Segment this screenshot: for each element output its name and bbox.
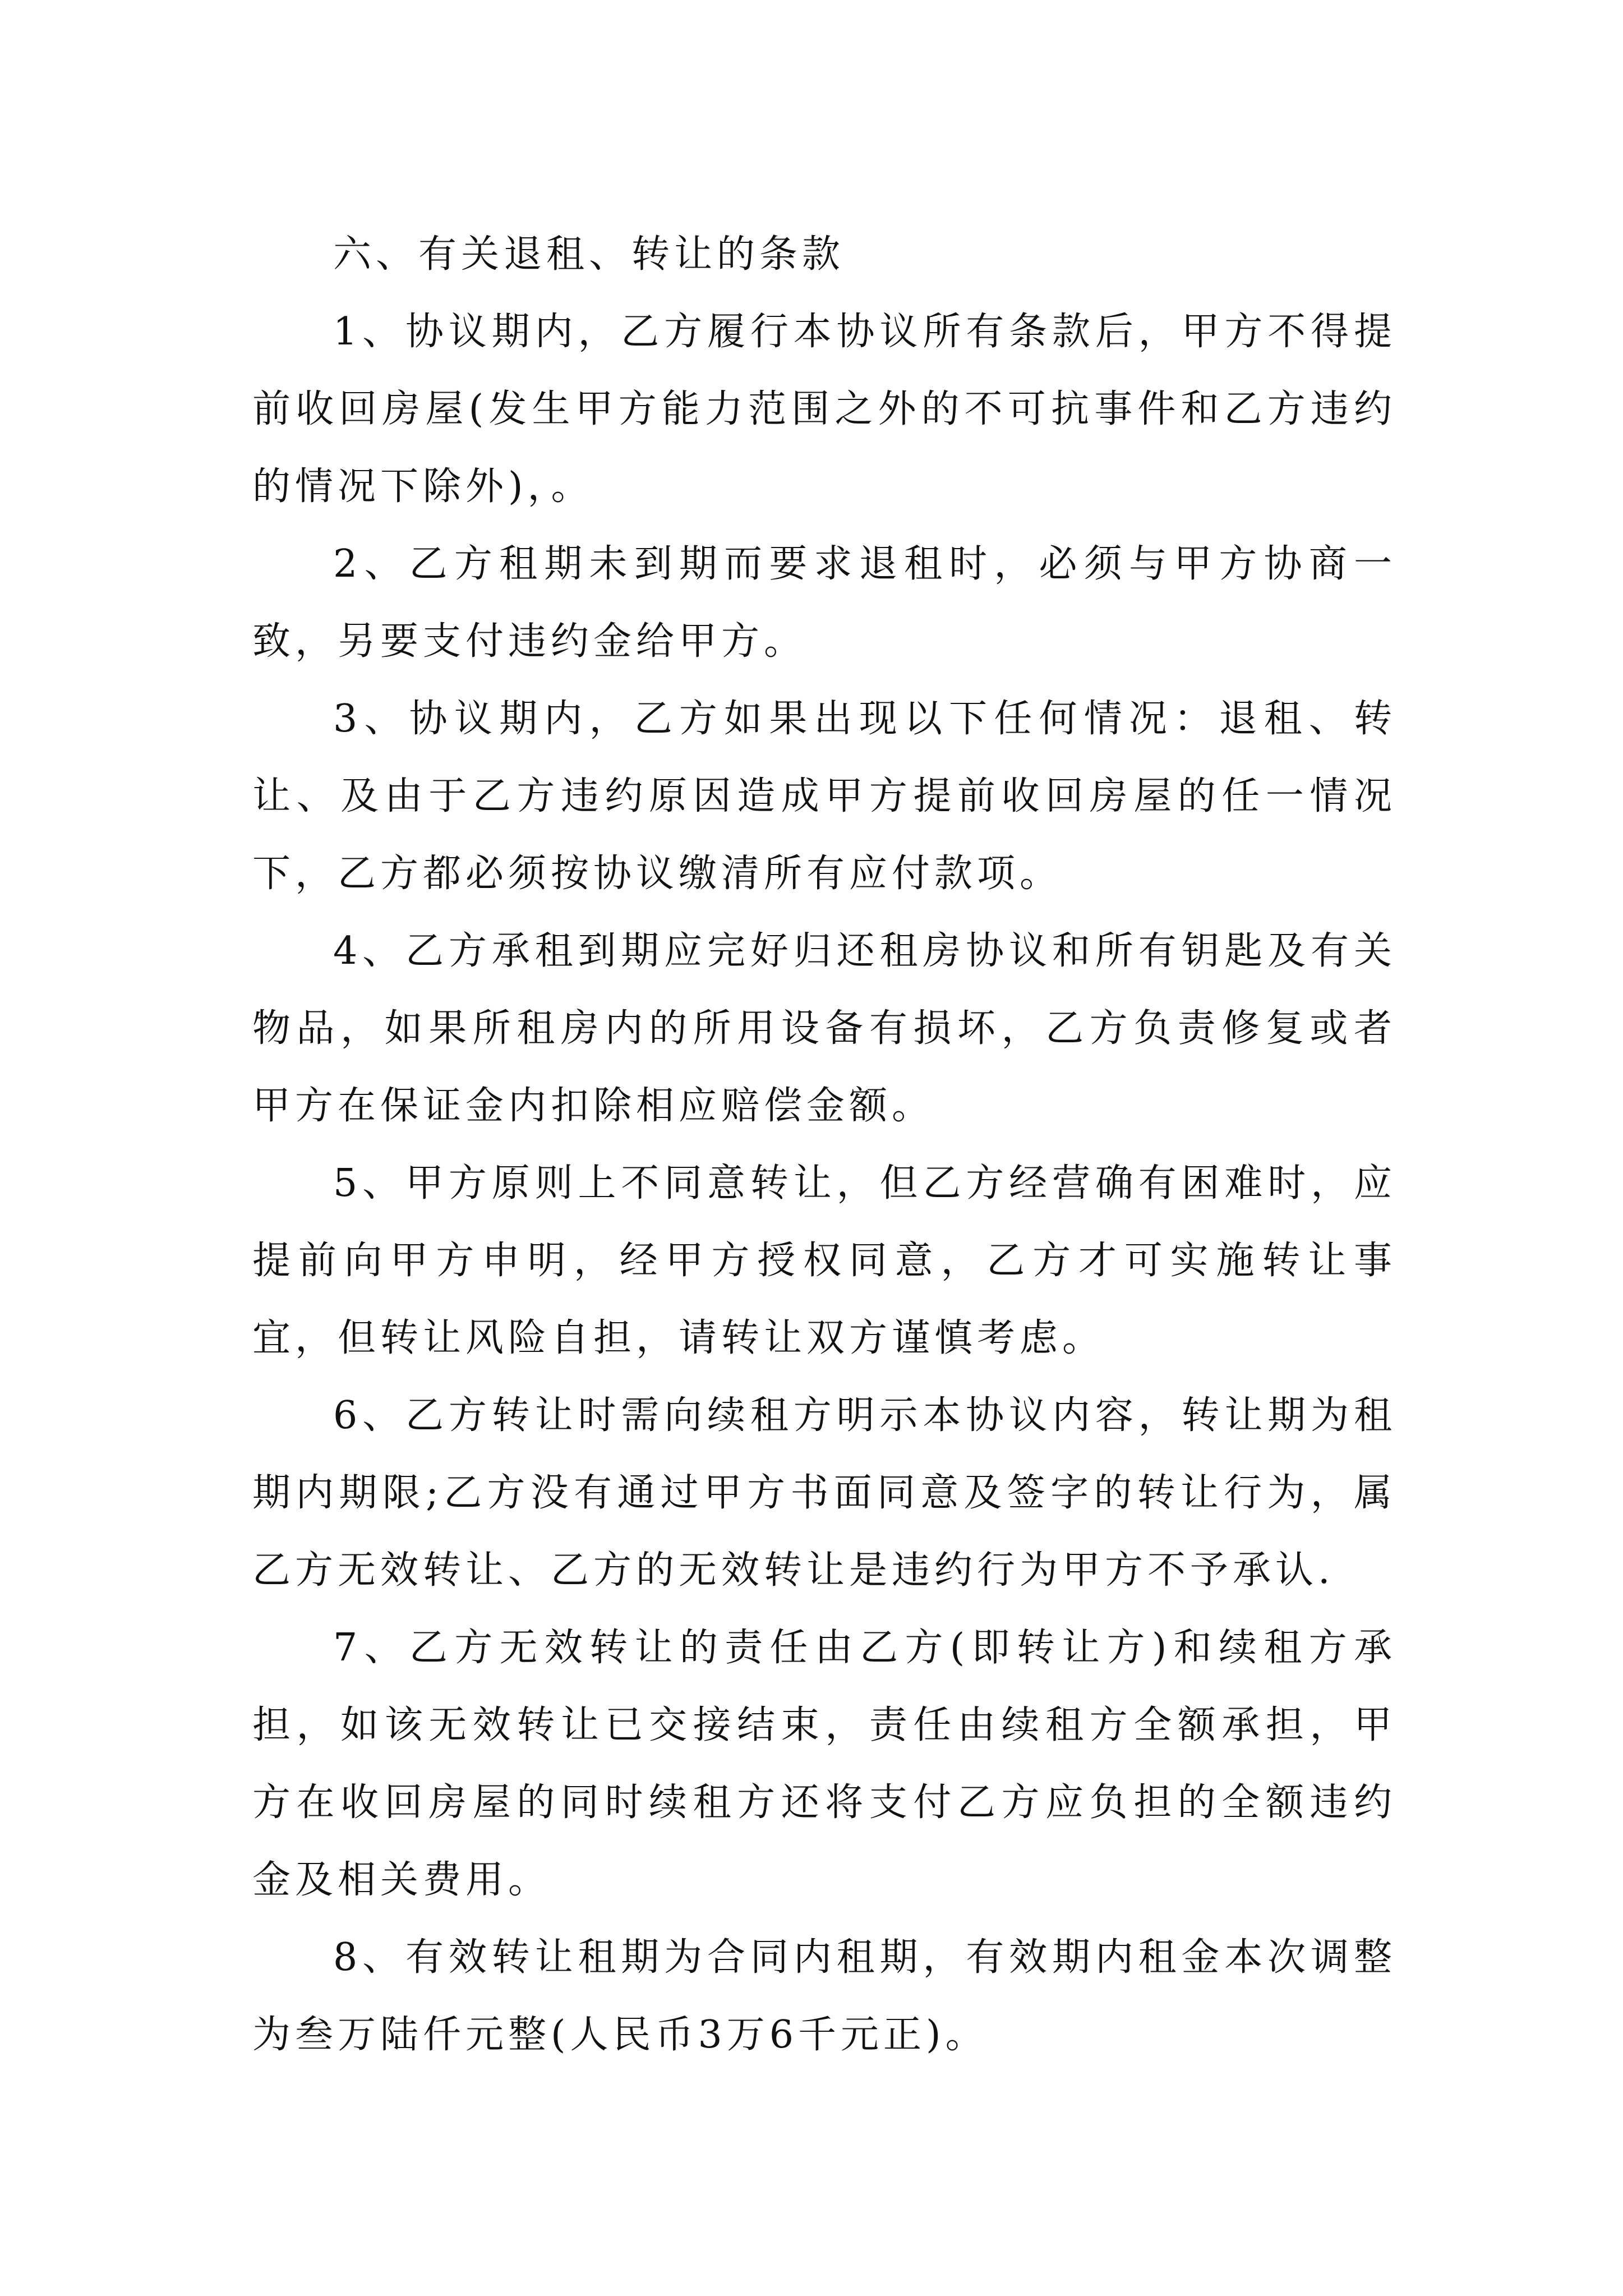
section-heading: 六、有关退租、转让的条款: [333, 232, 845, 277]
document-body: [252, 216, 1396, 2074]
clause-5: 5、甲方原则上不同意转让，但乙方经营确有困难时，应提前向甲方申明，经甲方授权同意，乙方才可实施转让事宜，但转让风险自担，请转让双方谨慎考虑。: [252, 1161, 1396, 1360]
clause-6: 6、乙方转让时需向续租方明示本协议内容，转让期为租期内期限;乙方没有通过甲方书面同意及签字的转让行为，属乙方无效转让、乙方的无效转让是违约行为甲方不予承认.: [252, 1393, 1396, 1593]
clause-1: 1、协议期内，乙方履行本协议所有条款后，甲方不得提前收回房屋(发生甲方能力范围之外的不可抗事件和乙方违约的情况下除外)，。: [252, 310, 1396, 509]
clause-7: 7、乙方无效转让的责任由乙方(即转让方)和续租方承担，如该无效转让已交接结束，责任由续租方全额承担，甲方在收回房屋的同时续租方还将支付乙方应负担的全额违约金及相关费用。: [252, 1626, 1396, 1902]
clause-2: 2、乙方租期未到期而要求退租时，必须与甲方协商一致，另要支付违约金给甲方。: [252, 542, 1396, 664]
clause-3: 3、协议期内，乙方如果出现以下任何情况：退租、转让、及由于乙方违约原因造成甲方提前收回房屋的任一情况下，乙方都必须按协议缴清所有应付款项。: [252, 697, 1396, 896]
clause-8: 8、有效转让租期为合同内租期，有效期内租金本次调整为叁万陆仟元整(人民币3万6千元正)。: [252, 1935, 1396, 2057]
clause-4: 4、乙方承租到期应完好归还租房协议和所有钥匙及有关物品，如果所租房内的所用设备有损坏，乙方负责修复或者甲方在保证金内扣除相应赔偿金额。: [252, 929, 1396, 1128]
